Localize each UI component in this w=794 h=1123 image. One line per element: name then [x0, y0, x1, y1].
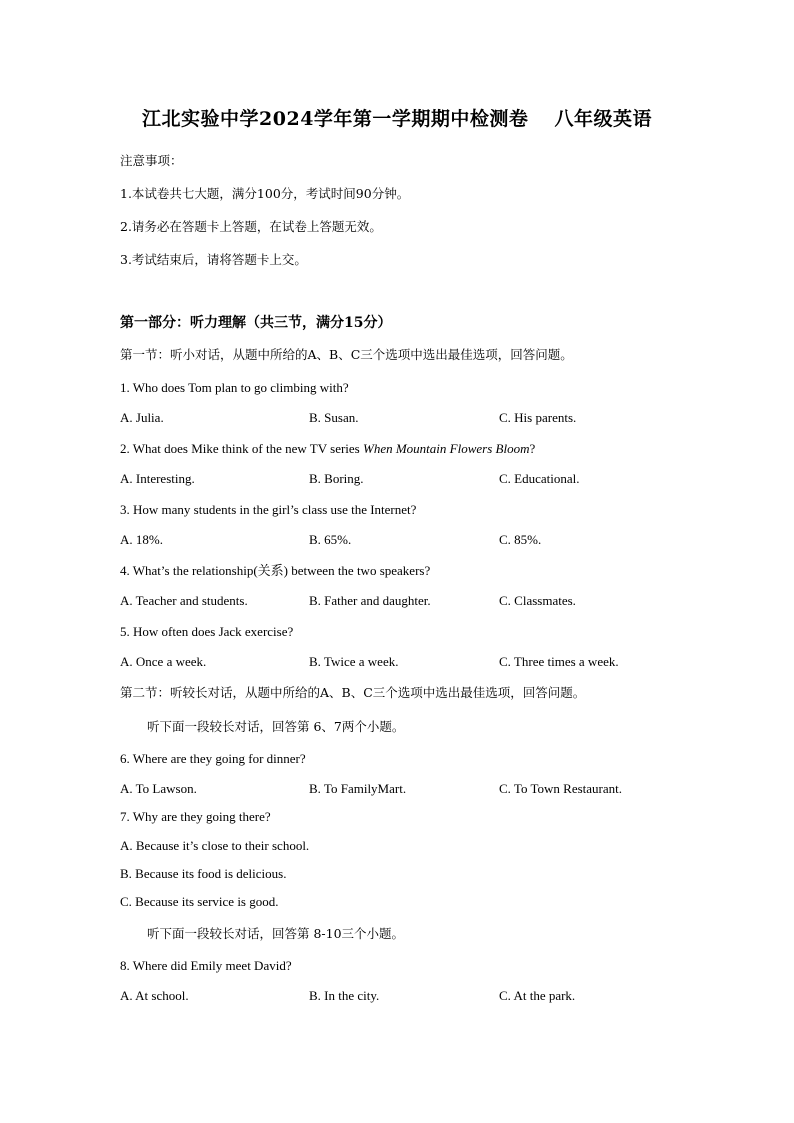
- part1-heading: 第一部分：听力理解（共三节，满分15分）: [120, 315, 392, 331]
- question-1: 1. Who does Tom plan to go climbing with?: [120, 380, 349, 395]
- q2-option-a: A. Interesting.: [120, 471, 195, 486]
- q4-option-a: A. Teacher and students.: [120, 593, 248, 608]
- q8-option-b: B. In the city.: [309, 988, 380, 1003]
- q1-option-c: C. His parents.: [499, 410, 577, 425]
- q5-option-a: A. Once a week.: [120, 654, 207, 669]
- q3-option-a: A. 18%.: [120, 532, 163, 547]
- notes-heading: 注意事项：: [120, 153, 183, 168]
- note-item-1: 1.本试卷共七大题，满分100分，考试时间90分钟。: [120, 186, 410, 201]
- question-7: 7. Why are they going there?: [120, 809, 271, 824]
- question-8: 8. Where did Emily meet David?: [120, 958, 292, 973]
- q5-option-b: B. Twice a week.: [309, 654, 399, 669]
- question-2: [120, 441, 535, 457]
- question-2-suffix: ?: [529, 441, 536, 456]
- exam-title-main: 江北实验中学2024学年第一学期期中检测卷: [142, 108, 529, 130]
- q6-option-b: B. To FamilyMart.: [309, 781, 407, 796]
- question-5: 5. How often does Jack exercise?: [120, 624, 294, 639]
- q8-option-a: A. At school.: [120, 988, 189, 1003]
- q7-option-c: C. Because its service is good.: [120, 894, 279, 909]
- dialog-note-1: 听下面一段较长对话，回答第 6、7两个小题。: [147, 719, 405, 734]
- q3-option-c: C. 85%.: [499, 532, 542, 547]
- q1-option-a: A. Julia.: [120, 410, 164, 425]
- q7-option-a: A. Because it’s close to their school.: [120, 838, 310, 853]
- exam-title-subject: 八年级英语: [554, 108, 652, 130]
- q1-option-b: B. Susan.: [309, 410, 359, 425]
- q6-option-a: A. To Lawson.: [120, 781, 197, 796]
- question-2-prefix: 2. What does Mike think of the new TV series: [120, 441, 363, 456]
- dialog-note-2: 听下面一段较长对话，回答第 8-10三个小题。: [147, 926, 405, 941]
- q7-option-b: B. Because its food is delicious.: [120, 866, 287, 881]
- exam-title: [0, 104, 794, 131]
- q8-option-c: C. At the park.: [499, 988, 576, 1003]
- section1-instruction: 第一节：听小对话，从题中所给的A、B、C三个选项中选出最佳选项，回答问题。: [120, 347, 573, 362]
- question-6: 6. Where are they going for dinner?: [120, 751, 306, 766]
- q6-option-c: C. To Town Restaurant.: [499, 781, 622, 796]
- q4-option-b: B. Father and daughter.: [309, 593, 431, 608]
- q5-option-c: C. Three times a week.: [499, 654, 619, 669]
- note-item-3: 3.考试结束后，请将答题卡上交。: [120, 252, 307, 267]
- q3-option-b: B. 65%.: [309, 532, 352, 547]
- q4-option-c: C. Classmates.: [499, 593, 576, 608]
- section2-instruction: 第二节：听较长对话，从题中所给的A、B、C三个选项中选出最佳选项，回答问题。: [120, 685, 586, 700]
- question-3: 3. How many students in the girl’s class use the Internet?: [120, 502, 417, 517]
- question-2-title: When Mountain Flowers Bloom: [363, 441, 530, 456]
- q2-option-c: C. Educational.: [499, 471, 580, 486]
- question-4: 4. What’s the relationship(关系) between the two speakers?: [120, 563, 431, 578]
- note-item-2: 2.请务必在答题卡上答题，在试卷上答题无效。: [120, 219, 382, 234]
- q2-option-b: B. Boring.: [309, 471, 364, 486]
